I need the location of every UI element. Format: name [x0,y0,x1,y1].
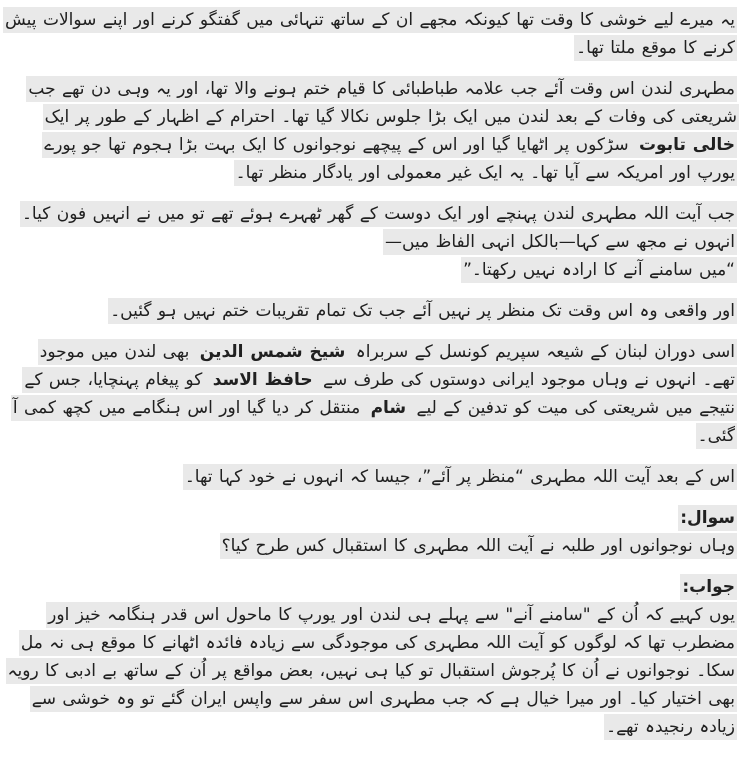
text-run: کو پیغام پہنچایا، جس کے نتیجے میں شریعتی کی میت کو تدفین کے لیے [22,367,737,421]
answer-block [5,573,737,741]
paragraph-shia-council [5,338,737,450]
paragraph-did-not-appear [5,297,737,325]
text-run: اس کے بعد آیت اللہ مطہری “منظر پر آئے”، جیسا کہ انہوں نے خود کہا تھا۔ [183,464,737,490]
bold-text-run: شام [369,395,409,421]
text-run: یوں کہیے کہ اُن کے "سامنے آنے" سے پہلے ہی لندن اور یورپ کا ماحول اس قدر ہنگامہ خیز اور مضطرب تھا کہ لوگوں کو آیت اللہ مطہری کی موجودگی سے زیادہ فائدہ اٹھانے کا موقع ہی نہ مل سکا۔ نوجوانوں نے اُن کا پُرجوش استقبال تو کیا ہی نہیں، بعض مواقع پر اُن کے ساتھ بے ادبی کا رویہ بھی اختیار کیا۔ اور میرا خیال ہے کہ جب مطہری اس سفر سے واپس ایران گئے تو وہ خوشی سے زیادہ رنجیدہ تھے۔ [6,602,737,740]
bold-text-run: جواب: [680,574,737,600]
bold-text-run: شیخ شمس الدین [198,339,348,365]
bold-text-run: حافظ الاسد [211,367,315,393]
paragraph-phone-call [5,200,737,284]
question-block [5,504,737,560]
text-run: اور واقعی وہ اس وقت تک منظر پر نہیں آئے جب تک تمام تقریبات ختم نہیں ہو گئیں۔ [108,298,737,324]
paragraph-came-to-scene [5,463,737,491]
text-run: مطہری لندن اس وقت آئے جب علامہ طباطبائی کا قیام ختم ہونے والا تھا، اور یہ وہی دن تھے جب شریعتی کی وفات کے بعد لندن میں ایک بڑا جلوس نکالا گیا تھا۔ احترام کے اظہار کے طور پر ایک [26,76,739,130]
text-run: منتقل کر دیا گیا اور اس ہنگامے میں کچھ کمی آ گئی۔ [11,395,737,449]
text-run: وہاں نوجوانوں اور طلبہ نے آیت اللہ مطہری کا استقبال کس طرح کیا؟ [220,533,737,559]
text-run: جب آیت اللہ مطہری لندن پہنچے اور ایک دوست کے گھر ٹھہرے ہوئے تھے تو میں نے انہیں فون کیا۔ انہوں نے مجھ سے کہا—بالکل انہی الفاظ میں— [20,201,737,255]
text-run: اسی دوران لبنان کے شیعہ سپریم کونسل کے سربراہ [347,339,737,365]
text-run: “میں سامنے آنے کا ارادہ نہیں رکھتا۔” [461,257,737,283]
text-run: یہ میرے لیے خوشی کا وقت تھا کیونکہ مجھے ان کے ساتھ تنہائی میں گفتگو کرنے اور اپنے سوالات پیش کرنے کا موقع ملتا تھا۔ [3,7,737,61]
bold-text-run: خالی تابوت [637,132,737,158]
bold-text-run: سوال: [678,505,737,531]
text-run: سڑکوں پر اٹھایا گیا اور اس کے پیچھے نوجوانوں کا ایک بہت بڑا ہجوم تھا جو پورے یورپ اور امریکہ سے آیا تھا۔ یہ ایک غیر معمولی اور یادگار منظر تھا۔ [42,132,737,186]
paragraph-happy-time [5,6,737,62]
paragraph-london-procession [5,75,737,187]
text-run: بھی لندن میں موجود تھے۔ انہوں نے وہاں موجود ایرانی دوستوں کی طرف سے [38,339,737,393]
